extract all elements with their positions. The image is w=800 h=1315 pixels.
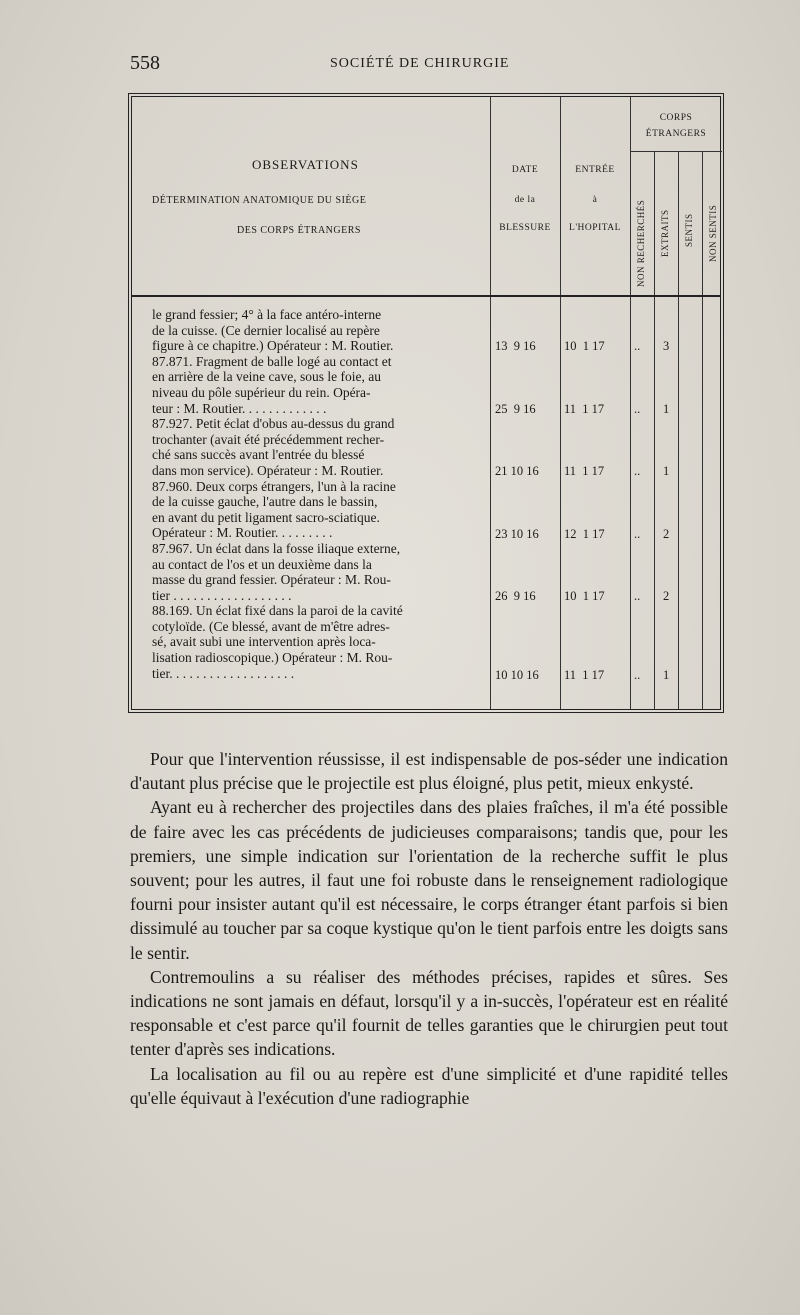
header-determination: DÉTERMINATION ANATOMIQUE DU SIÈGE xyxy=(152,195,367,206)
corps-subheader-rule xyxy=(630,151,722,152)
col-divider-extraits xyxy=(654,152,655,709)
row-non-recherches: .. xyxy=(634,464,641,478)
paragraph: La localisation au fil ou au repère est d'une simplicité et d'une rapidité telles qu'elle équivaut à l'exécution d'une radiographie xyxy=(130,1063,728,1108)
obs-line: 88.169. Un éclat fixé dans la paroi de la cavité xyxy=(152,603,403,619)
row-extraits: 3 xyxy=(663,339,670,353)
header-des-corps: DES CORPS ÉTRANGERS xyxy=(237,225,361,236)
obs-line: masse du grand fessier. Opérateur : M. Rou- xyxy=(152,572,391,588)
row-extraits: 2 xyxy=(663,527,670,541)
obs-line: 87.967. Un éclat dans la fosse iliaque externe, xyxy=(152,540,401,556)
header-entree-1: ENTRÉE xyxy=(575,165,615,175)
obs-line: de la cuisse gauche, l'autre dans le bassin, xyxy=(152,494,378,510)
header-rule xyxy=(132,295,720,297)
row-date: 10 10 16 xyxy=(495,668,539,682)
row-date: 26 9 16 xyxy=(495,589,536,603)
row-entree: 11 1 17 xyxy=(564,402,605,416)
obs-line: lisation radioscopique.) Opérateur : M. Rou- xyxy=(152,650,393,666)
obs-line: tier. . . . . . . . . . . . . . . . . . . xyxy=(152,665,295,681)
page-number: 558 xyxy=(130,52,160,74)
row-extraits: 1 xyxy=(663,668,670,682)
paragraph: Pour que l'intervention réussisse, il est indispensable de pos-séder une indication d'autant plus précise que le projectile est plus éloigné, plus petit, mieux enkysté. xyxy=(130,749,728,794)
row-date: 13 9 16 xyxy=(495,339,536,353)
obs-line: cotyloïde. (Ce blessé, avant de m'être adres- xyxy=(152,618,390,634)
obs-line: sé, avait subi une intervention après loca- xyxy=(152,634,376,650)
obs-line: dans mon service). Opérateur : M. Routier. xyxy=(152,462,384,478)
row-date: 25 9 16 xyxy=(495,402,536,416)
obs-line: 87.960. Deux corps étrangers, l'un à la racine xyxy=(152,478,396,494)
obs-line: ché sans succès avant l'entrée du blessé xyxy=(152,447,365,463)
obs-line: au contact de l'os et un deuxième dans la xyxy=(152,556,372,572)
header-non-sentis: NON SENTIS xyxy=(708,204,718,262)
header-extraits: EXTRAITS xyxy=(660,209,670,257)
row-entree: 12 1 17 xyxy=(564,527,605,541)
header-entree-3: L'HOPITAL xyxy=(569,223,621,233)
header-non-recherches: NON RECHERCHÉS xyxy=(636,199,646,287)
row-entree: 10 1 17 xyxy=(564,589,605,603)
obs-line: le grand fessier; 4° à la face antéro-interne xyxy=(152,307,382,322)
header-corps-2: ÉTRANGERS xyxy=(645,129,707,139)
obs-line: en avant du petit ligament sacro-sciatique. xyxy=(152,509,380,525)
obs-line: 87.927. Petit éclat d'obus au-dessus du grand xyxy=(152,416,395,432)
col-divider-corps xyxy=(630,97,631,709)
row-non-recherches: .. xyxy=(634,668,641,682)
row-entree: 10 1 17 xyxy=(564,339,605,353)
row-extraits: 2 xyxy=(663,589,670,603)
row-entree: 11 1 17 xyxy=(564,668,605,682)
obs-line: teur : M. Routier. . . . . . . . . . . . . xyxy=(152,400,327,416)
obs-line: niveau du pôle supérieur du rein. Opéra- xyxy=(152,384,371,400)
row-extraits: 1 xyxy=(663,464,670,478)
paragraph: Contremoulins a su réaliser des méthodes précises, rapides et sûres. Ses indications ne sont jamais en défaut, lorsqu'il y a in-succès, l'opérateur est en réalité responsable et c'est parce qu'il fournit de telles garanties que le chirurgien peut tout tenter d'après ses indications. xyxy=(130,966,728,1060)
col-divider-entree xyxy=(560,97,561,709)
col-divider-sentis xyxy=(678,152,679,709)
obs-line: de la cuisse. (Ce dernier localisé au repère xyxy=(152,322,380,338)
row-non-recherches: .. xyxy=(634,527,641,541)
obs-line: trochanter (avait été précédemment recher- xyxy=(152,431,385,447)
paragraph: Ayant eu à rechercher des projectiles dans des plaies fraîches, il m'a été possible de faire avec les cas précédents de judicieuses comparaisons; tandis que, pour les premiers, une simple indication sur l'orientation de la recherche suffit le plus souvent; pour les autres, il faut une foi robuste dans le renseignement radiologique fourni pour insister autant qu'il est nécessaire, le corps étranger étant parfois si bien dissimulé au toucher par sa coque kystique qu'on le tient parfois entre les doigts sans le sentir. xyxy=(130,797,728,963)
observations-table xyxy=(128,93,724,713)
running-head: SOCIÉTÉ DE CHIRURGIE xyxy=(330,56,510,71)
body-text xyxy=(130,747,728,1110)
row-extraits: 1 xyxy=(663,402,670,416)
row-non-recherches: .. xyxy=(634,589,641,603)
obs-line: en arrière de la veine cave, sous le foie, au xyxy=(152,369,382,385)
observations-text xyxy=(152,307,489,681)
row-entree: 11 1 17 xyxy=(564,464,605,478)
header-date-2: de la xyxy=(514,195,536,205)
obs-line: tier . . . . . . . . . . . . . . . . . . xyxy=(152,587,292,603)
col-divider-nonsentis xyxy=(702,152,703,709)
obs-line: Opérateur : M. Routier. . . . . . . . . xyxy=(152,525,333,541)
obs-line: figure à ce chapitre.) Opérateur : M. Routier. xyxy=(152,338,394,354)
header-corps-1: CORPS xyxy=(659,113,693,123)
obs-line: 87.871. Fragment de balle logé au contact et xyxy=(152,353,392,369)
row-date: 21 10 16 xyxy=(495,464,539,478)
header-date-3: BLESSURE xyxy=(499,223,551,233)
header-observations: OBSERVATIONS xyxy=(252,157,359,172)
col-divider-date xyxy=(490,97,491,709)
row-non-recherches: .. xyxy=(634,339,641,353)
page-header xyxy=(130,52,730,82)
row-date: 23 10 16 xyxy=(495,527,539,541)
row-non-recherches: .. xyxy=(634,402,641,416)
header-date-1: DATE xyxy=(511,165,539,175)
header-entree-2: à xyxy=(592,195,598,205)
header-sentis: SENTIS xyxy=(684,213,694,247)
